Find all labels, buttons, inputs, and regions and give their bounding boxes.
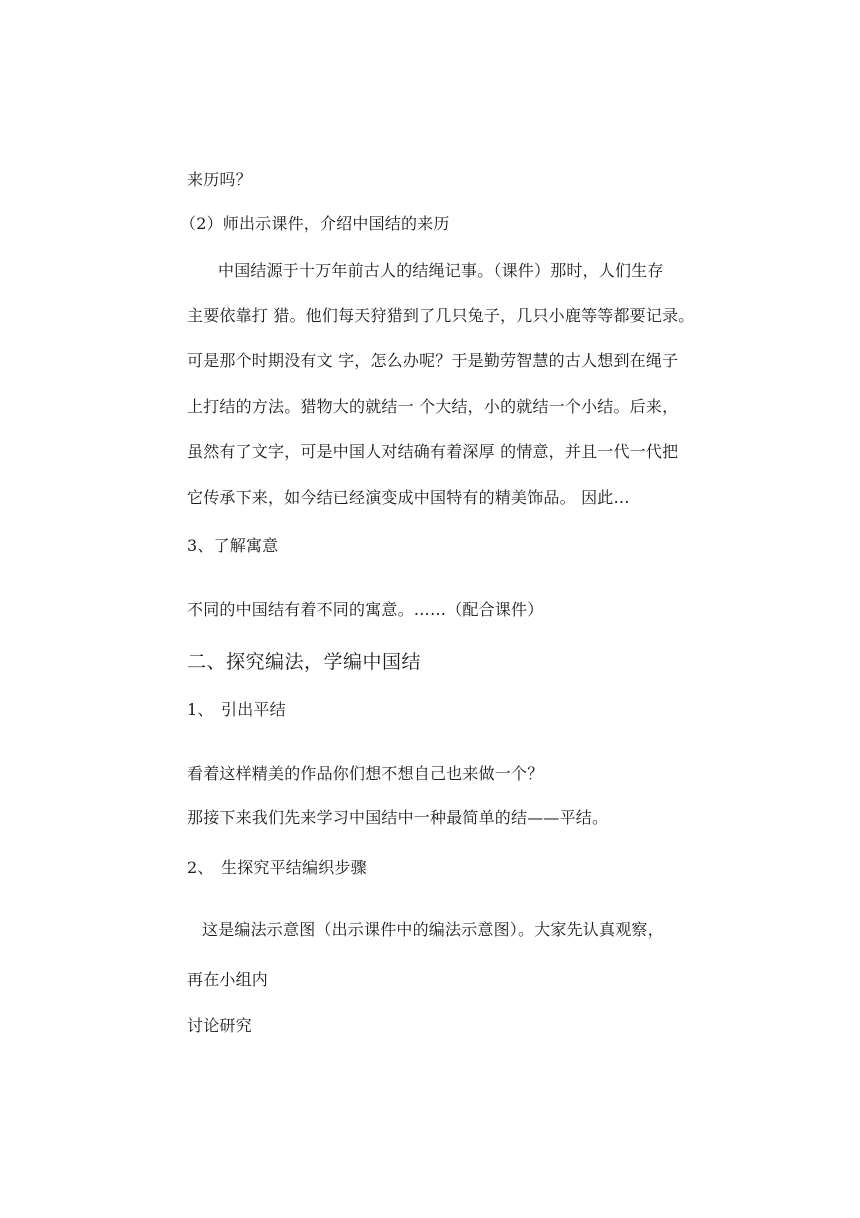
text-line: 那接下来我们先来学习中国结中一种最简单的结——平结。 [187, 808, 609, 827]
item-text: 引出平结 [221, 700, 286, 719]
paragraph-line: 讨论研究 [187, 1016, 252, 1035]
subsection-heading: 3、了解寓意 [187, 536, 279, 555]
item-number: 1、 [187, 700, 214, 719]
text-line: 来历吗？ [187, 170, 252, 189]
item-number: 2、 [187, 858, 214, 877]
text-line: 看着这样精美的作品你们想不想自己也来做一个？ [187, 764, 544, 783]
paragraph-line: 再在小组内 [187, 970, 269, 989]
paragraph-line: 它传承下来，如今结已经演变成中国特有的精美饰品。 因此… [187, 488, 630, 507]
item-text: 生探究平结编织步骤 [221, 858, 367, 877]
numbered-item [187, 858, 367, 878]
paragraph-line: 这是编法示意图（出示课件中的编法示意图）。大家先认真观察， [202, 920, 664, 939]
paragraph-line: 主要依靠打 猎。他们每天狩猎到了几只兔子，几只小鹿等等都要记录。 [187, 306, 695, 325]
paragraph-line: 可是那个时期没有文 字，怎么办呢？于是勤劳智慧的古人想到在绳子 [187, 351, 679, 370]
numbered-item [187, 700, 286, 720]
subsection-heading: （2）师出示课件，介绍中国结的来历 [180, 214, 450, 233]
text-line: 不同的中国结有着不同的寓意。……（配合课件） [187, 600, 544, 619]
paragraph-line: 中国结源于十万年前古人的结绳记事。（课件）那时，人们生存 [218, 261, 664, 280]
section-heading: 二、探究编法，学编中国结 [187, 651, 422, 673]
paragraph-line: 上打结的方法。猎物大的就结一 个大结，小的就结一个小结。后来， [187, 397, 679, 416]
paragraph-line: 虽然有了文字，可是中国人对结确有着深厚 的情意，并且一代一代把 [187, 442, 679, 461]
